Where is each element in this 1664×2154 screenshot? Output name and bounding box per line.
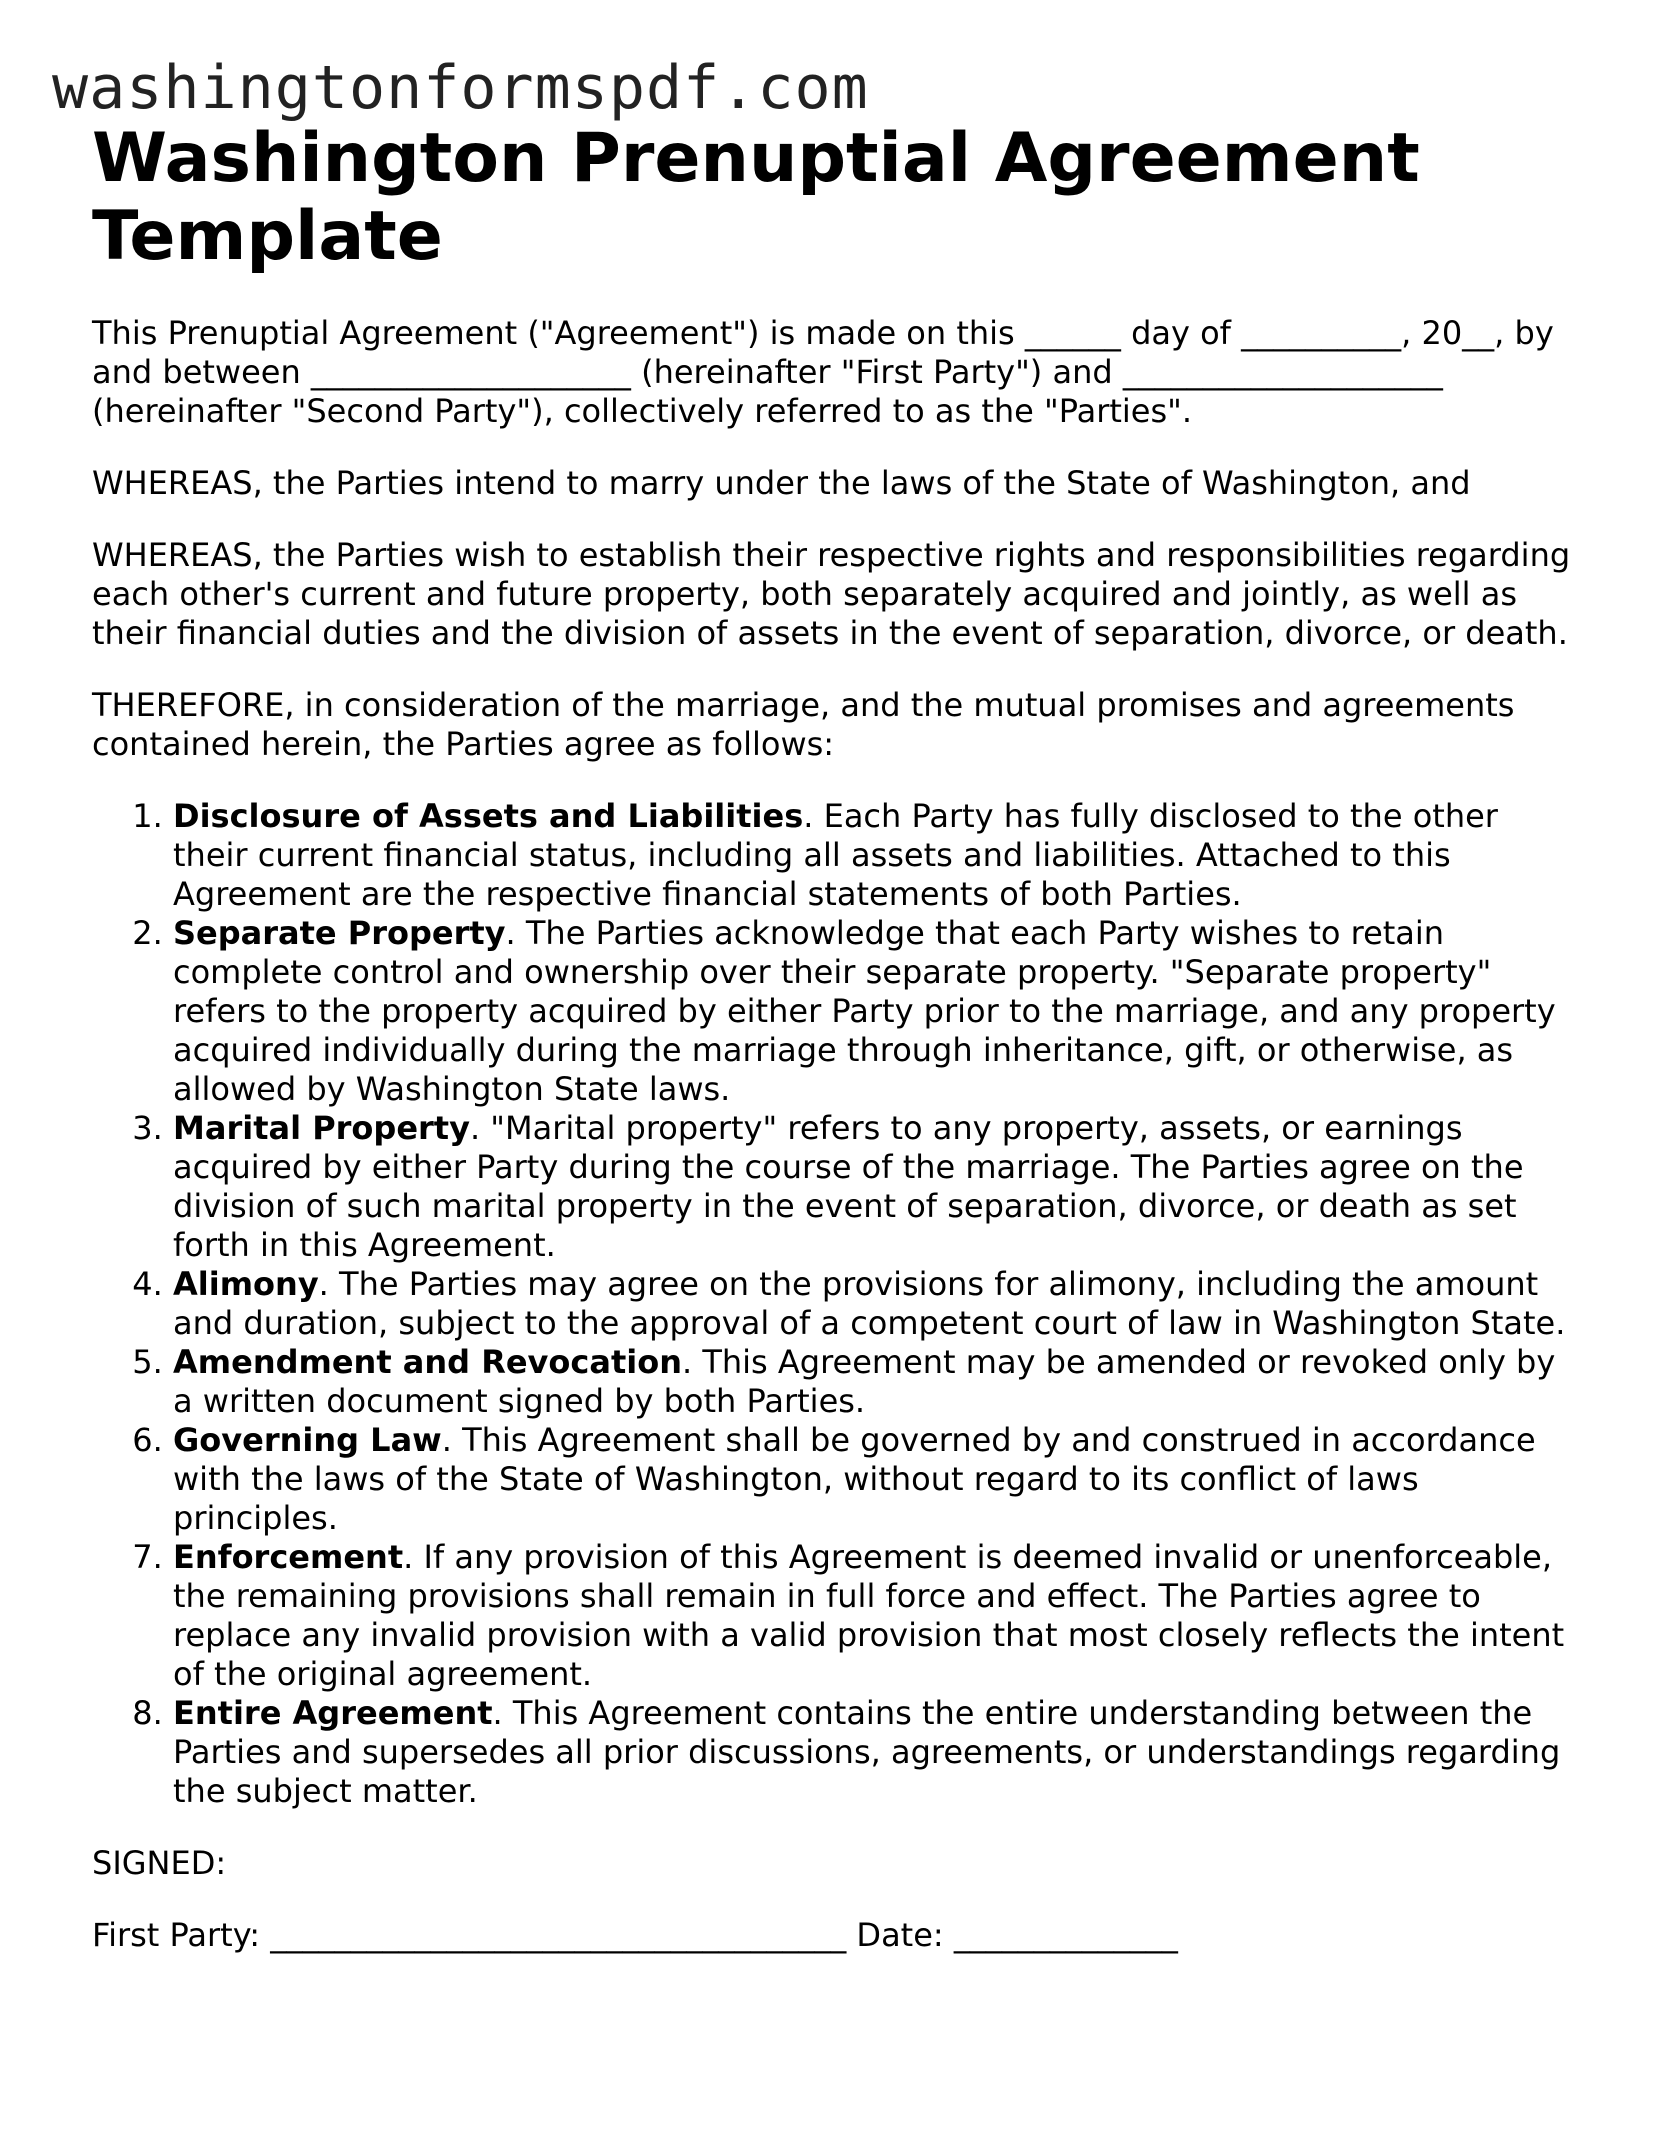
provision-text: . If any provision of this Agreement is deemed invalid or unenforceable, the remaining provisions shall remain in full force and effect. The Parties agree to replace any invalid provision with a valid provision that most closely reflects the intent of the original agreement. <box>173 1538 1565 1693</box>
provision-text: . This Agreement contains the entire understanding between the Parties and supersedes all prior discussions, agreements, or understandings regarding the subject matter. <box>173 1694 1561 1810</box>
provision-term: Disclosure of Assets and Liabilities <box>173 797 804 835</box>
document-body <box>92 314 1572 1955</box>
list-item <box>173 1265 1572 1343</box>
document-page <box>92 120 1572 1955</box>
document-title: Washington Prenuptial Agreement Template <box>92 119 1420 276</box>
provision-text: . This Agreement shall be governed by and construed in accordance with the laws of the State of Washington, without regard to its conflict of laws principles. <box>173 1421 1536 1537</box>
list-item <box>173 1538 1572 1694</box>
provision-term: Amendment and Revocation <box>173 1343 682 1381</box>
first-party-signature-line: First Party: ____________________________________ Date: ______________ <box>92 1916 1178 1954</box>
provisions-list <box>92 797 1572 1811</box>
list-item <box>173 914 1572 1109</box>
provision-term: Governing Law <box>173 1421 442 1459</box>
provision-text: . The Parties may agree on the provisions for alimony, including the amount and duration, subject to the approval of a competent court of law in Washington State. <box>173 1265 1566 1342</box>
provision-term: Entire Agreement <box>173 1694 493 1732</box>
list-item <box>173 1109 1572 1265</box>
provision-term: Enforcement <box>173 1538 404 1576</box>
therefore-paragraph: THEREFORE, in consideration of the marriage, and the mutual promises and agreements contained herein, the Parties agree as follows: <box>92 686 1515 763</box>
provision-text: . The Parties acknowledge that each Party wishes to retain complete control and ownership over their separate property. "Separate property" refers to the property acquired by either Party prior to the marriage, and any property acquired individually during the marriage through inheritance, gift, or otherwise, as allowed by Washington State laws. <box>173 914 1556 1108</box>
list-item <box>173 1421 1572 1538</box>
provision-term: Marital Property <box>173 1109 470 1147</box>
whereas-paragraph-2: WHEREAS, the Parties wish to establish their respective rights and responsibilities regarding each other's current and future property, both separately acquired and jointly, as well as their financial duties and the division of assets in the event of separation, divorce, or death. <box>92 536 1571 652</box>
provision-text: . This Agreement may be amended or revoked only by a written document signed by both Parties. <box>173 1343 1556 1420</box>
provision-text: . Each Party has fully disclosed to the other their current financial status, including all assets and liabilities. Attached to this Agreement are the respective financial statements of both Parties. <box>173 797 1498 913</box>
provision-term: Separate Property <box>173 914 506 952</box>
list-item <box>173 1694 1572 1811</box>
intro-paragraph: This Prenuptial Agreement ("Agreement") is made on this ______ day of __________, 20__, by and between ____________________ (hereinafter "First Party") and ____________________ (hereinafter "Second Party"), collectively referred to as the "Parties". <box>92 314 1554 430</box>
provision-text: . "Marital property" refers to any property, assets, or earnings acquired by either Party during the course of the marriage. The Parties agree on the division of such marital property in the event of separation, divorce, or death as set forth in this Agreement. <box>173 1109 1524 1264</box>
signed-label: SIGNED: <box>92 1844 227 1882</box>
provision-term: Alimony <box>173 1265 319 1303</box>
whereas-paragraph-1: WHEREAS, the Parties intend to marry under the laws of the State of Washington, and <box>92 464 1471 502</box>
list-item <box>173 797 1572 914</box>
list-item <box>173 1343 1572 1421</box>
watermark: washingtonformspdf.com <box>52 53 869 123</box>
